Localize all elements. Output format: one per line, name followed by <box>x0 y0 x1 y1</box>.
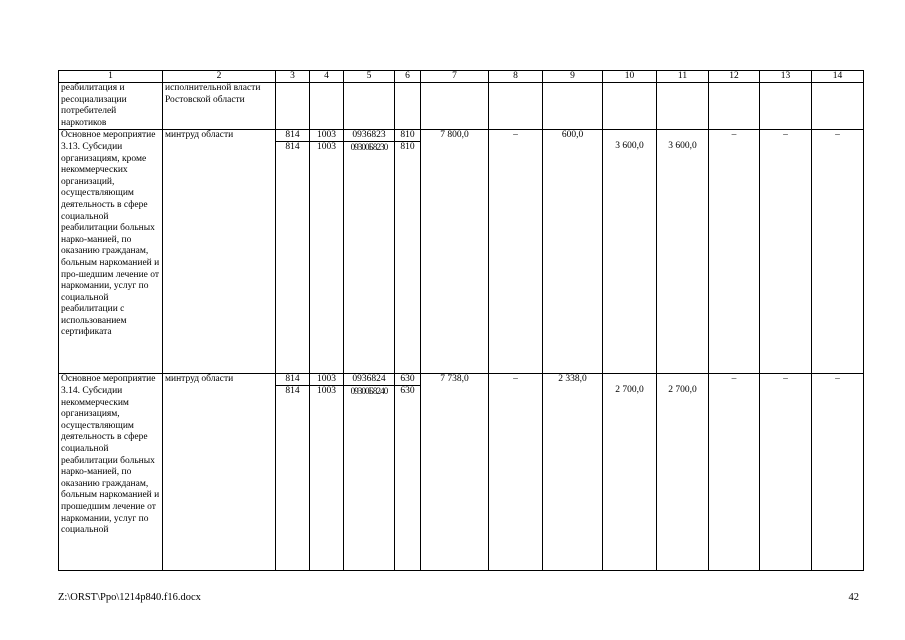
header-cell: 12 <box>709 71 760 83</box>
rzpr-cell: 1003 1003 <box>310 374 344 571</box>
measure-name-cell: Основное мероприятие 3.13. Субсидии организациям, кроме некоммерческих организаций, осуществляющим деятельность в сфере социальной реабилитации больных нарко-манией, по оказанию гражданам, больным наркоманией и про-шедшим лечение от наркомании, услуг по социальной реабилитации с использованием сертификата <box>59 130 163 374</box>
csr-cell: 0936823 09300Б8230 <box>344 130 395 374</box>
grbs-cell: 814 814 <box>276 374 310 571</box>
executor-cell: минтруд области <box>163 374 276 571</box>
year-cell: 3 600,0 <box>603 130 657 374</box>
year-cell: – <box>812 130 864 374</box>
header-cell: 6 <box>395 71 421 83</box>
header-cell: 9 <box>543 71 603 83</box>
footer-file-path: Z:\ORST\Ppo\1214p840.f16.docx <box>58 592 201 603</box>
page-number: 42 <box>848 592 859 603</box>
year-cell: – <box>489 130 543 374</box>
year-cell: 2 700,0 <box>657 374 709 571</box>
year-cell: 3 600,0 <box>657 130 709 374</box>
total-cell: 7 800,0 <box>421 130 489 374</box>
year-cell: – <box>709 374 760 571</box>
header-cell: 10 <box>603 71 657 83</box>
rzpr-cell: 1003 1003 <box>310 130 344 374</box>
vr-cell: 630 630 <box>395 374 421 571</box>
executor-cell: минтруд области <box>163 130 276 374</box>
table-row <box>59 130 864 374</box>
year-cell: – <box>709 130 760 374</box>
csr-cell: 0936824 09300Б8240 <box>344 374 395 571</box>
header-cell: 2 <box>163 71 276 83</box>
year-cell: – <box>760 130 812 374</box>
header-cell: 1 <box>59 71 163 83</box>
table-row <box>59 374 864 571</box>
header-cell: 5 <box>344 71 395 83</box>
measure-name-cell: реабилитация и ресоциализации потребителей наркотиков <box>59 83 163 130</box>
table-row <box>59 83 864 130</box>
year-cell: 600,0 <box>543 130 603 374</box>
executor-cell: исполнительной власти Ростовской области <box>163 83 276 130</box>
header-cell: 3 <box>276 71 310 83</box>
total-cell: 7 738,0 <box>421 374 489 571</box>
header-cell: 4 <box>310 71 344 83</box>
header-cell: 8 <box>489 71 543 83</box>
header-cell: 13 <box>760 71 812 83</box>
header-cell: 7 <box>421 71 489 83</box>
header-cell: 14 <box>812 71 864 83</box>
grbs-cell: 814 814 <box>276 130 310 374</box>
year-cell: – <box>489 374 543 571</box>
year-cell: – <box>760 374 812 571</box>
header-cell: 11 <box>657 71 709 83</box>
vr-cell: 810 810 <box>395 130 421 374</box>
header-row <box>59 71 864 83</box>
program-table <box>58 70 864 571</box>
year-cell: – <box>812 374 864 571</box>
year-cell: 2 338,0 <box>543 374 603 571</box>
year-cell: 2 700,0 <box>603 374 657 571</box>
measure-name-cell: Основное мероприятие 3.14. Субсидии некоммерческим организациям, осуществляющим деятельность в сфере социальной реабилитации больных нарко-манией, по оказанию гражданам, больным наркоманией и прошедшим лечение от наркомании, услуг по социальной <box>59 374 163 571</box>
